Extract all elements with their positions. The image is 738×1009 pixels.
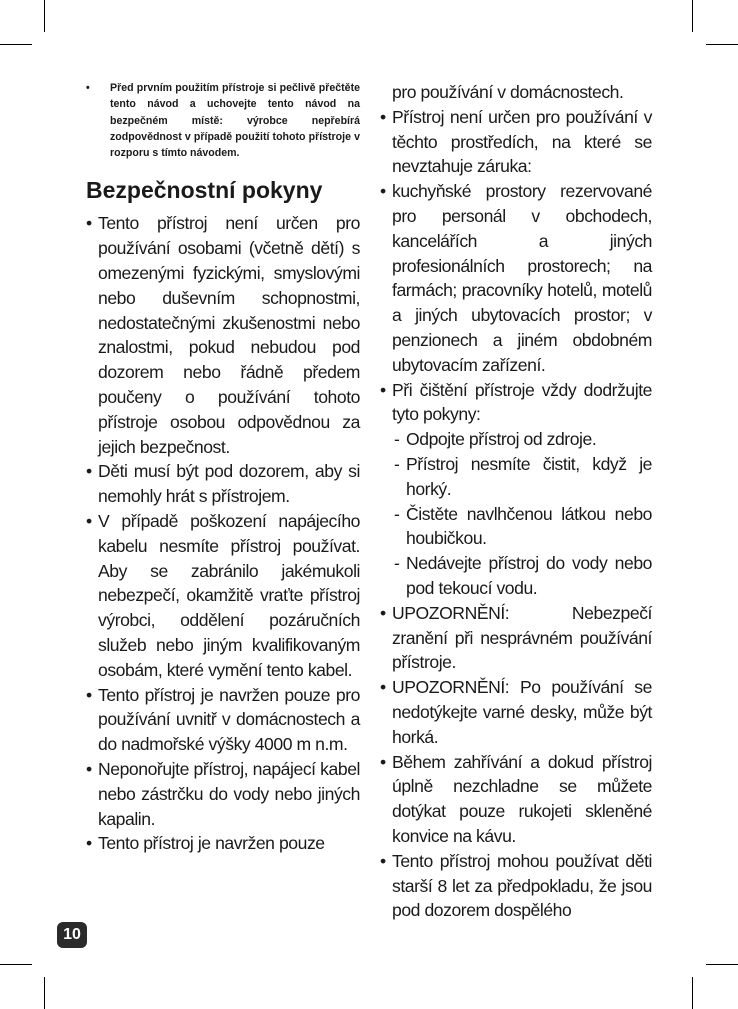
bullet-icon: •: [86, 511, 92, 532]
sub-list-item: - Přístroj nesmíte čistit, když je horký.: [394, 453, 652, 499]
bullet-icon: •: [86, 833, 92, 854]
list-item: • Při čištění přístroje vždy dodržujte tyto pokyny:: [380, 379, 652, 425]
crop-mark: [692, 977, 693, 1009]
dash-icon: -: [394, 429, 400, 450]
sub-list-item: - Odpojte přístroj od zdroje.: [380, 427, 652, 452]
dash-icon: -: [394, 503, 400, 524]
list-item: • Tento přístroj je navržen pouze: [86, 831, 360, 856]
bullet-icon: •: [380, 602, 386, 623]
sub-list-item: - Nedávejte přístroj do vody nebo pod tekoucí vodu.: [394, 553, 652, 598]
crop-mark: [0, 964, 32, 965]
list-item: • UPOZORNĚNÍ: Po používání se nedotýkejte varné desky, může být horká.: [380, 677, 652, 747]
list-item: • kuchyňské prostory rezervované pro personál v obchodech, kancelářích a jiných profesionálních prostorech; na farmách; pracovníky hotelů, motelů a jiných ubytovacích prostor; v penzionech a jiném obdobném ubytovacím zařízení.: [380, 181, 652, 375]
safety-list-right-b: [380, 601, 652, 923]
crop-mark: [706, 44, 738, 45]
bullet-icon: •: [380, 379, 386, 400]
list-item: • Během zahřívání a dokud přístroj úplně nezchladne se můžete dotýkat pouze rukojeti skleněné konvice na kávu.: [380, 751, 652, 846]
bullet-icon: •: [380, 850, 386, 871]
section-heading: Bezpečnostní pokyny: [86, 177, 323, 204]
list-item: • Děti musí být pod dozorem, aby si nemohly hrát s přístrojem.: [86, 461, 360, 507]
list-item: • UPOZORNĚNÍ: Nebezpečí zranění při nesprávném používání přístroje.: [380, 602, 652, 673]
cleaning-steps-list: [380, 427, 652, 601]
crop-mark: [0, 44, 32, 45]
safety-list-right-a: [380, 105, 652, 427]
intro-paragraph: [86, 80, 360, 161]
crop-mark: [44, 977, 45, 1009]
list-item: • Tento přístroj mohou používat děti starší 8 let za předpokladu, že jsou pod dozorem dospělého: [380, 850, 652, 921]
dash-icon: -: [394, 453, 400, 474]
crop-mark: [44, 0, 45, 32]
list-item: • Přístroj není určen pro používání v těchto prostředích, na které se nevztahuje záruka:: [380, 106, 652, 177]
dash-icon: -: [394, 553, 400, 574]
intro-text: Před prvním použitím přístroje si pečlivě přečtěte tento návod a uchovejte tento návod na bezpečném místě: výrobce nepřebírá zodpovědnost v případě použití tohoto přístroje v rozporu s tímto návodem.: [110, 82, 360, 160]
bullet-icon: •: [380, 677, 386, 698]
right-column: [380, 80, 652, 923]
bullet-icon: •: [86, 759, 92, 780]
bullet-icon: •: [380, 751, 386, 772]
bullet-icon: •: [380, 106, 386, 127]
sub-list-item: - Čistěte navlhčenou látkou nebo houbičkou.: [394, 503, 652, 549]
list-item: • Neponořujte přístroj, napájecí kabel nebo zástrčku do vody nebo jiných kapalin.: [86, 759, 360, 829]
crop-mark: [692, 0, 693, 32]
list-item: • V případě poškození napájecího kabelu nesmíte přístroj používat. Aby se zabránilo jakémukoli nebezpečí, okamžitě vraťte přístroj výrobci, oddělení pozáručních služeb nebo jiným kvalifikovaným osobám, které vymění tento kabel.: [86, 511, 360, 680]
bullet-icon: •: [86, 82, 90, 94]
left-column: [86, 80, 360, 856]
continuation-text: pro používání v domácnostech.: [392, 82, 624, 102]
bullet-icon: •: [86, 213, 92, 234]
bullet-icon: •: [86, 684, 92, 705]
bullet-icon: •: [380, 181, 386, 202]
page-number-badge: 10: [57, 922, 87, 948]
bullet-icon: •: [86, 461, 92, 482]
safety-list-left: [86, 211, 360, 856]
list-item: • Tento přístroj je navržen pouze pro používání uvnitř v domácnostech a do nadmořské výšky 4000 m n.m.: [86, 684, 360, 755]
list-item: • Tento přístroj není určen pro používání osobami (včetně dětí) s omezenými fyzickými, smyslovými nebo duševním schopnostmi, nedostatečnými zkušenostmi nebo znalostmi, pokud nebudou pod dozorem nebo řádně předem poučeny o používání tohoto přístroje osobou odpovědnou za jejich bezpečnost.: [86, 213, 360, 457]
crop-mark: [706, 964, 738, 965]
